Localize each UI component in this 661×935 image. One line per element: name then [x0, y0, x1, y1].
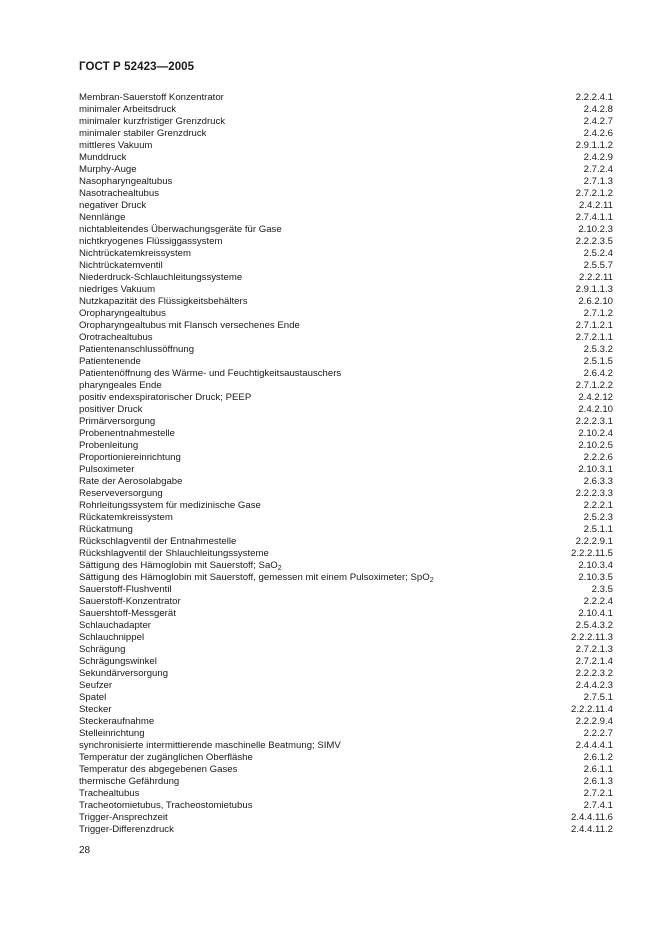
index-term-text: Proportioniereinrichtung	[79, 452, 181, 463]
index-entry	[79, 308, 613, 320]
index-term	[79, 620, 151, 632]
index-reference: 2.5.5.7	[583, 260, 613, 271]
index-entry	[79, 716, 613, 728]
index-term-text: Sauershtoff-Messgerät	[79, 608, 176, 619]
index-term-text: Niederdruck-Schlauchleitungssysteme	[79, 272, 243, 283]
document-header: ГОСТ Р 52423—2005	[79, 61, 195, 73]
index-reference: 2.10.3.4	[578, 560, 613, 571]
index-entry	[79, 548, 613, 560]
index-term	[79, 152, 126, 164]
index-term	[79, 92, 224, 104]
index-term	[79, 332, 153, 344]
index-entry	[79, 416, 613, 428]
index-term	[79, 488, 163, 500]
index-entry	[79, 368, 613, 380]
index-entry	[79, 812, 613, 824]
index-reference: 2.4.4.2.3	[575, 680, 613, 691]
index-reference: 2.7.2.1.3	[575, 644, 613, 655]
index-entry	[79, 512, 613, 524]
index-term	[79, 440, 138, 452]
index-entry	[79, 476, 613, 488]
index-reference: 2.4.2.7	[583, 116, 613, 127]
index-term	[79, 824, 174, 836]
index-term-text: positiv endexspiratorischer Druck; PEEP	[79, 392, 252, 403]
index-term-text: Nichtrückatemkreissystem	[79, 248, 191, 259]
index-term-subscript: 2	[429, 577, 434, 584]
index-entry	[79, 680, 613, 692]
index-reference: 2.10.2.5	[578, 440, 613, 451]
index-term	[79, 584, 172, 596]
index-reference: 2.4.2.11	[579, 200, 613, 211]
index-term	[79, 464, 134, 476]
index-entry	[79, 428, 613, 440]
index-term	[79, 116, 225, 128]
index-entry	[79, 188, 613, 200]
index-reference: 2.7.1.2	[583, 308, 613, 319]
index-term-text: nichtableitendes Überwachungsgeräte für Gase	[79, 224, 282, 235]
index-term-text: nichtkryogenes Flüssiggassystem	[79, 236, 223, 247]
index-entry	[79, 584, 613, 596]
index-reference: 2.2.2.9.1	[575, 536, 613, 547]
index-term	[79, 764, 237, 776]
index-term-text: Stecker	[79, 704, 112, 715]
index-term-text: Spatel	[79, 692, 107, 703]
index-term	[79, 536, 236, 548]
index-reference: 2.2.2.11.4	[571, 704, 613, 715]
index-term-text: Schrägungswinkel	[79, 656, 157, 667]
index-entry	[79, 632, 613, 644]
index-term	[79, 140, 152, 152]
index-term	[79, 524, 133, 536]
index-term-text: Rückshlagventil der Shlauchleitungssysteme	[79, 548, 269, 559]
term-index	[79, 92, 613, 836]
index-term-text: Sauerstoff-Konzentrator	[79, 596, 181, 607]
index-term	[79, 236, 222, 248]
index-reference: 2.7.2.1.4	[575, 656, 613, 667]
index-term	[79, 572, 434, 584]
index-entry	[79, 740, 613, 752]
index-entry	[79, 260, 613, 272]
index-term	[79, 776, 179, 788]
index-reference: 2.10.3.5	[578, 572, 613, 583]
index-term	[79, 692, 106, 704]
index-term-subscript: 2	[277, 565, 282, 572]
index-term	[79, 668, 168, 680]
index-reference: 2.2.2.4	[583, 596, 613, 607]
index-entry	[79, 224, 613, 236]
index-entry	[79, 404, 613, 416]
index-term	[79, 272, 242, 284]
index-reference: 2.5.1.1	[583, 524, 613, 535]
index-term	[79, 704, 112, 716]
index-term	[79, 632, 144, 644]
index-entry	[79, 656, 613, 668]
index-reference: 2.2.2.4.1	[575, 92, 613, 103]
index-term-text: Probenleitung	[79, 440, 139, 451]
index-reference: 2.2.2.11.3	[571, 632, 613, 643]
index-term-text: Trigger-Ansprechzeit	[79, 812, 168, 823]
index-reference: 2.5.2.3	[583, 512, 613, 523]
index-reference: 2.7.4.1.1	[575, 212, 613, 223]
index-term-text: Patientenanschlussöffnung	[79, 344, 195, 355]
index-reference: 2.4.2.10	[578, 404, 613, 415]
index-term	[79, 560, 282, 572]
index-entry	[79, 344, 613, 356]
index-term-text: pharyngeales Ende	[79, 380, 162, 391]
index-entry	[79, 488, 613, 500]
index-term-text: minimaler Arbeitsdruck	[79, 104, 177, 115]
index-reference: 2.4.4.11.6	[571, 812, 613, 823]
index-entry	[79, 608, 613, 620]
index-term-text: Schlauchnippel	[79, 632, 145, 643]
index-term	[79, 380, 162, 392]
index-entry	[79, 392, 613, 404]
index-entry	[79, 248, 613, 260]
index-entry	[79, 236, 613, 248]
index-reference: 2.2.2.1	[583, 500, 613, 511]
index-reference: 2.7.5.1	[583, 692, 613, 703]
index-reference: 2.3.5	[591, 584, 613, 595]
index-term-text: Patientenende	[79, 356, 141, 367]
index-reference: 2.2.2.7	[583, 728, 613, 739]
index-entry	[79, 332, 613, 344]
index-entry	[79, 356, 613, 368]
index-term	[79, 476, 182, 488]
index-term	[79, 188, 159, 200]
index-term	[79, 344, 194, 356]
index-term-text: Probenentnahmestelle	[79, 428, 176, 439]
index-term	[79, 368, 341, 380]
index-entry	[79, 572, 613, 584]
index-reference: 2.2.2.11	[579, 272, 613, 283]
index-term-text: Rate der Aerosolabgabe	[79, 476, 183, 487]
index-term	[79, 644, 125, 656]
index-term	[79, 416, 155, 428]
index-term-text: Pulsoximeter	[79, 464, 135, 475]
index-term	[79, 500, 261, 512]
index-term	[79, 740, 341, 752]
index-term-text: Oropharyngealtubus mit Flansch versechenes Ende	[79, 320, 300, 331]
index-reference: 2.7.2.4	[583, 164, 613, 175]
index-reference: 2.6.1.2	[583, 752, 613, 763]
index-entry	[79, 152, 613, 164]
index-term-text: Nutzkapazität des Flüssigkeitsbehälters	[79, 296, 248, 307]
index-term	[79, 392, 251, 404]
index-term-text: minimaler stabiler Grenzdruck	[79, 128, 207, 139]
index-entry	[79, 380, 613, 392]
index-term-text: Seufzer	[79, 680, 113, 691]
index-reference: 2.2.2.3.3	[575, 488, 613, 499]
index-entry	[79, 824, 613, 836]
index-term	[79, 164, 137, 176]
index-term	[79, 224, 282, 236]
index-term-text: negativer Druck	[79, 200, 147, 211]
index-term-text: Sättigung des Hämoglobin mit Sauerstoff, gemessen mit einem Pulsoximeter; SpO	[79, 572, 430, 583]
index-entry	[79, 536, 613, 548]
index-term	[79, 680, 112, 692]
index-term-text: Orotrachealtubus	[79, 332, 153, 343]
index-term	[79, 428, 175, 440]
index-term-text: Nasotrachealtubus	[79, 188, 159, 199]
index-reference: 2.2.2.3.2	[575, 668, 613, 679]
index-term	[79, 716, 154, 728]
index-reference: 2.2.2.9.4	[575, 716, 613, 727]
index-term	[79, 548, 269, 560]
index-term-text: Stelleinrichtung	[79, 728, 145, 739]
index-term	[79, 104, 176, 116]
index-term-text: Primärversorgung	[79, 416, 156, 427]
index-entry	[79, 668, 613, 680]
index-entry	[79, 140, 613, 152]
index-entry	[79, 92, 613, 104]
index-term-text: synchronisierte intermittierende maschinelle Beatmung; SIMV	[79, 740, 341, 751]
index-term-text: Nennlänge	[79, 212, 126, 223]
index-reference: 2.6.1.3	[583, 776, 613, 787]
index-reference: 2.5.2.4	[583, 248, 613, 259]
index-entry	[79, 728, 613, 740]
index-entry	[79, 500, 613, 512]
index-reference: 2.6.2.10	[578, 296, 613, 307]
index-term-text: Temperatur des abgegebenen Gases	[79, 764, 238, 775]
index-reference: 2.7.4.1	[583, 800, 613, 811]
index-term-text: Sekundärversorgung	[79, 668, 169, 679]
index-term-text: Sauerstoff-Flushventil	[79, 584, 172, 595]
index-entry	[79, 176, 613, 188]
index-entry	[79, 560, 613, 572]
index-term	[79, 320, 300, 332]
index-entry	[79, 464, 613, 476]
index-term	[79, 248, 191, 260]
index-term-text: niedriges Vakuum	[79, 284, 156, 295]
index-term-text: Tracheotomietubus, Tracheostomietubus	[79, 800, 253, 811]
index-entry	[79, 440, 613, 452]
index-term-text: Membran-Sauerstoff Konzentrator	[79, 92, 224, 103]
index-entry	[79, 164, 613, 176]
index-term	[79, 284, 155, 296]
index-term-text: Rohrleitungssystem für medizinische Gase	[79, 500, 261, 511]
index-term-text: Reserveversorgung	[79, 488, 163, 499]
index-term	[79, 728, 145, 740]
index-reference: 2.9.1.1.3	[575, 284, 613, 295]
index-entry	[79, 776, 613, 788]
index-term	[79, 260, 163, 272]
index-term-text: Nasopharyngealtubus	[79, 176, 173, 187]
index-reference: 2.5.3.2	[583, 344, 613, 355]
index-term	[79, 752, 253, 764]
index-term	[79, 128, 206, 140]
index-entry	[79, 596, 613, 608]
index-reference: 2.10.3.1	[578, 464, 613, 475]
index-reference: 2.7.1.2.2	[575, 380, 613, 391]
index-entry	[79, 524, 613, 536]
index-term-text: mittleres Vakuum	[79, 140, 153, 151]
index-entry	[79, 644, 613, 656]
index-reference: 2.10.2.3	[578, 224, 613, 235]
index-reference: 2.7.2.1.2	[575, 188, 613, 199]
index-entry	[79, 116, 613, 128]
index-term-text: Oropharyngealtubus	[79, 308, 166, 319]
index-entry	[79, 620, 613, 632]
index-entry	[79, 764, 613, 776]
index-reference: 2.4.2.6	[583, 128, 613, 139]
index-reference: 2.5.4.3.2	[575, 620, 613, 631]
index-entry	[79, 272, 613, 284]
index-term-text: Steckeraufnahme	[79, 716, 155, 727]
index-reference: 2.7.2.1.1	[575, 332, 613, 343]
index-reference: 2.4.2.12	[578, 392, 613, 403]
index-reference: 2.4.2.9	[583, 152, 613, 163]
index-term-text: Rückatemkreissystem	[79, 512, 173, 523]
index-entry	[79, 752, 613, 764]
index-reference: 2.7.1.2.1	[575, 320, 613, 331]
index-reference: 2.2.2.3.1	[575, 416, 613, 427]
index-reference: 2.2.2.11.5	[571, 548, 613, 559]
index-entry	[79, 296, 613, 308]
index-term	[79, 788, 139, 800]
index-reference: 2.5.1.5	[583, 356, 613, 367]
index-term-text: Murphy-Auge	[79, 164, 137, 175]
index-reference: 2.10.2.4	[578, 428, 613, 439]
index-reference: 2.6.4.2	[583, 368, 613, 379]
index-entry	[79, 800, 613, 812]
index-term-text: thermische Gefährdung	[79, 776, 180, 787]
index-term-text: Nichtrückatemventil	[79, 260, 163, 271]
index-term	[79, 296, 248, 308]
index-term	[79, 176, 172, 188]
index-term-text: Sättigung des Hämoglobin mit Sauerstoff; SaO	[79, 560, 278, 571]
index-term	[79, 608, 176, 620]
index-term-text: minimaler kurzfristiger Grenzdruck	[79, 116, 226, 127]
index-term	[79, 212, 125, 224]
index-term	[79, 656, 157, 668]
index-term-text: Schlauchadapter	[79, 620, 152, 631]
index-reference: 2.2.2.3.5	[575, 236, 613, 247]
index-reference: 2.4.4.4.1	[575, 740, 613, 751]
index-term	[79, 308, 166, 320]
index-term-text: Trigger-Differenzdruck	[79, 824, 174, 835]
index-term	[79, 200, 146, 212]
index-reference: 2.4.2.8	[583, 104, 613, 115]
index-term	[79, 800, 253, 812]
index-entry	[79, 692, 613, 704]
index-term	[79, 404, 142, 416]
index-reference: 2.10.4.1	[578, 608, 613, 619]
index-term-text: Rückschlagventil der Entnahmestelle	[79, 536, 237, 547]
index-term-text: positiver Druck	[79, 404, 143, 415]
index-entry	[79, 212, 613, 224]
index-entry	[79, 284, 613, 296]
index-reference: 2.6.3.3	[583, 476, 613, 487]
page-number: 28	[79, 845, 91, 856]
index-term-text: Patientenöffnung des Wärme- und Feuchtigkeitsaustauschers	[79, 368, 342, 379]
index-term	[79, 356, 141, 368]
index-reference: 2.2.2.6	[583, 452, 613, 463]
index-entry	[79, 128, 613, 140]
index-term	[79, 596, 181, 608]
index-entry	[79, 320, 613, 332]
index-entry	[79, 104, 613, 116]
index-term-text: Schrägung	[79, 644, 126, 655]
index-term-text: Rückatmung	[79, 524, 133, 535]
index-term	[79, 512, 173, 524]
index-entry	[79, 788, 613, 800]
index-term-text: Munddruck	[79, 152, 127, 163]
index-term	[79, 812, 168, 824]
index-term-text: Temperatur der zugänglichen Oberfläshe	[79, 752, 253, 763]
index-term-text: Trachealtubus	[79, 788, 140, 799]
index-entry	[79, 704, 613, 716]
index-reference: 2.4.4.11.2	[571, 824, 613, 835]
index-term	[79, 452, 181, 464]
index-reference: 2.9.1.1.2	[575, 140, 613, 151]
index-reference: 2.7.1.3	[583, 176, 613, 187]
index-entry	[79, 200, 613, 212]
index-entry	[79, 452, 613, 464]
index-reference: 2.7.2.1	[583, 788, 613, 799]
index-reference: 2.6.1.1	[583, 764, 613, 775]
